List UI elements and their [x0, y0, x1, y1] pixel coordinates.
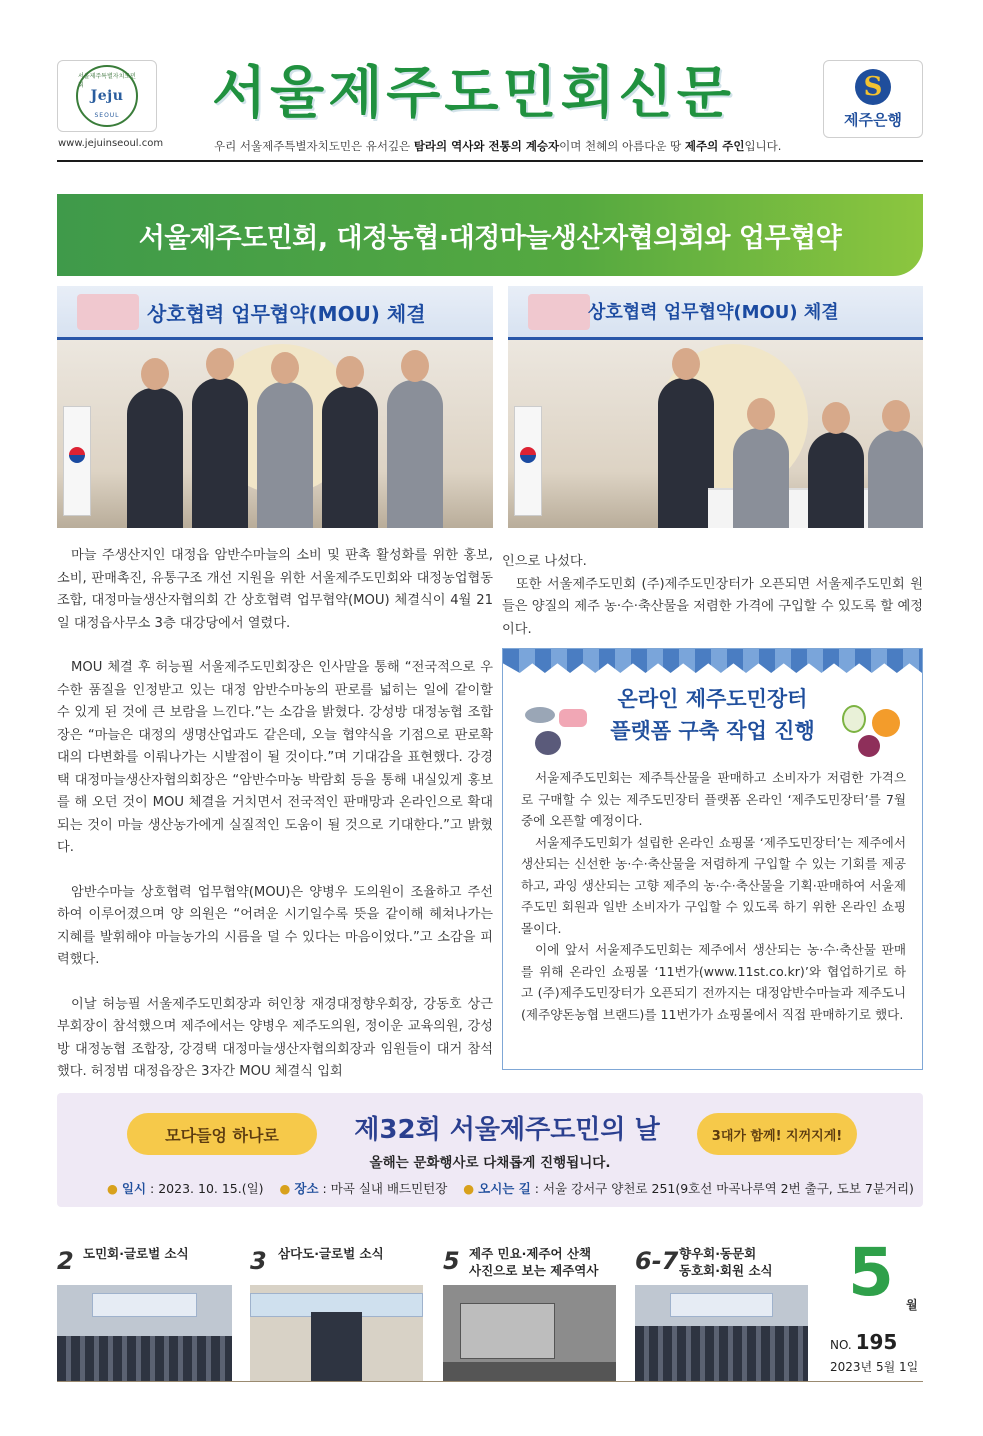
tagline-part: 이며 천혜의 아름다운 땅 — [559, 139, 685, 153]
person-head — [401, 350, 429, 382]
issue-date: 2023년 5월 1일 — [830, 1360, 919, 1374]
tagline-bold: 제주의 주인 — [684, 139, 745, 153]
event-route: 서울 강서구 양천로 251(9호선 마곡나루역 2번 출구, 도보 7분거리) — [542, 1181, 914, 1196]
photo-banner-text: 상호협력 업무협약(MOU) 체결 — [588, 302, 839, 323]
index-label — [469, 1245, 598, 1279]
logo-ring-text: 서울제주특별자치도민회 — [78, 73, 136, 89]
person-head — [206, 348, 234, 380]
site-url[interactable]: www.jejuinseoul.com — [58, 138, 164, 149]
person-head — [672, 348, 700, 380]
index-label-line: 동호회·회원 소식 — [679, 1263, 773, 1278]
thumb-crowd — [57, 1336, 232, 1382]
article-paragraph: 마늘 주생산지인 대정읍 암반수마늘의 소비 및 판촉 활성화를 위한 홍보, 소비, 판매촉진, 유통구조 개선 지원을 위한 서울제주도민회와 대정농업협동조합, 대정마늘생산자협의회 간 상호협력 업무협약(MOU) 체결식이 4월 21일 대정읍사무소 3층 대강당에서 열렸다. — [57, 548, 493, 631]
info-paragraph: 이에 앞서 서울제주도민회는 제주에서 생산되는 농·수·축산물 판매를 위해 온라인 쇼핑몰 ‘11번가(www.11st.co.kr)’와 협업하기로 하고 (주)제주도민장터가 오픈되기 전까지는 대정암반수마늘과 제주도니(제주양돈농협 브랜드)를 11번가가 쇼핑몰에서 직접 판매하기로 했다. — [521, 942, 906, 1022]
slogan-pill: 3대가 함께! 지꺼지게! — [697, 1113, 857, 1155]
person-head — [747, 398, 775, 430]
person-figure — [322, 386, 378, 528]
event-route-label: 오시는 길 — [478, 1181, 531, 1196]
jeju-seoul-logo — [57, 60, 157, 132]
thumb-ground — [443, 1362, 616, 1382]
bank-mark-icon: S — [855, 69, 891, 105]
mou-photo-speech — [508, 286, 923, 528]
info-box-body — [521, 767, 906, 1025]
person-figure — [868, 430, 923, 528]
photo-banner — [508, 286, 923, 340]
info-paragraph: 서울제주도민회는 제주특산물을 판매하고 소비자가 저렴한 가격으로 구매할 수 있는 제주도민장터 플랫폼 온라인 ‘제주도민장터’를 7월 중에 오픈할 예정이다. — [521, 770, 906, 828]
person-figure — [192, 378, 248, 528]
person-figure — [808, 432, 864, 528]
thumb-people — [311, 1312, 363, 1382]
event-place: 마곡 실내 배드민턴장 — [330, 1181, 448, 1196]
index-label-line: 도민회·글로벌 소식 — [83, 1246, 189, 1261]
index-thumbnail — [57, 1285, 232, 1382]
logo-sub: SEOUL — [94, 112, 120, 119]
event-date: 2023. 10. 15.(일) — [158, 1181, 264, 1196]
person-head — [822, 402, 850, 434]
thumb-crowd — [635, 1326, 808, 1382]
person-figure — [387, 380, 443, 528]
footer-rule — [57, 1381, 923, 1382]
event-details — [107, 1179, 914, 1197]
index-thumbnail — [443, 1285, 616, 1382]
info-title-line: 플랫폼 구축 작업 진행 — [610, 719, 815, 743]
headline-banner — [57, 194, 923, 276]
bullet-icon: ● — [107, 1181, 118, 1196]
index-label-line: 삼다도·글로벌 소식 — [278, 1246, 384, 1261]
person-head — [141, 358, 169, 390]
index-page-number: 5 — [443, 1247, 460, 1275]
newspaper-title: 서울제주도민회신문 — [212, 61, 735, 126]
event-separator: : — [322, 1181, 331, 1196]
banner-tag — [528, 294, 590, 330]
issue-no-value: 195 — [855, 1330, 898, 1354]
event-place-label: 장소 — [294, 1181, 319, 1196]
person-head — [336, 356, 364, 388]
korean-flag-icon — [514, 406, 542, 516]
logo-emblem — [76, 65, 138, 127]
logo-word: Jeju — [90, 88, 124, 104]
masthead-rule — [57, 160, 923, 162]
person-head — [271, 352, 299, 384]
article-paragraph: 인으로 나섰다. — [502, 554, 587, 569]
info-title-line: 온라인 제주도민장터 — [617, 687, 808, 711]
event-title: 제32회 서울제주도민의 날 — [354, 1115, 660, 1145]
thumb-stage — [670, 1293, 774, 1317]
index-label-line: 향우회·동문회 — [679, 1246, 757, 1261]
person-head — [882, 400, 910, 432]
mou-photo-signing — [57, 286, 493, 528]
photo-banner — [57, 286, 493, 340]
bullet-icon: ● — [463, 1181, 475, 1196]
jeju-bank-logo — [823, 60, 923, 138]
slogan-pill: 모다들엉 하나로 — [127, 1113, 317, 1155]
index-page-number: 6-7 — [635, 1247, 679, 1275]
masthead-tagline — [214, 138, 781, 154]
online-market-box — [502, 648, 923, 1070]
headline-text: 서울제주도민회, 대정농협·대정마늘생산자협의회와 업무협약 — [138, 222, 842, 254]
article-right-column — [502, 551, 923, 641]
event-date-label: 일시 — [121, 1181, 147, 1196]
issue-no-prefix: NO. — [830, 1338, 852, 1352]
article-paragraph: 이날 허능필 서울제주도민회장과 허인창 재경대정향우회장, 강동호 상근부회장이 참석했으며 제주에서는 양병우 제주도의원, 정이운 교육의원, 강성방 대정농협 조합장, 강경택 대정마늘생산자협의회장과 임원들이 대거 참석했다. 허정범 대정읍장은 3자간 MOU 체결식 입회 — [57, 996, 493, 1079]
tagline-part: 우리 서울제주특별자치도민은 유서깊은 — [214, 139, 414, 153]
issue-month-number: 5 — [848, 1234, 894, 1311]
index-label — [679, 1245, 773, 1279]
article-paragraph: 암반수마늘 상호협력 업무협약(MOU)은 양병우 도의원이 조율하고 주선하여 이루어졌으며 양 의원은 “어려운 시기일수록 뜻을 같이해 헤쳐나가는 지혜를 발휘해야 마늘농가의 시름을 덜 수 있다는 마음이었다.”고 소감을 피력했다. — [57, 884, 493, 967]
index-thumbnail — [635, 1285, 808, 1382]
index-label — [83, 1245, 189, 1262]
index-thumbnail — [250, 1285, 423, 1382]
bullet-icon: ● — [279, 1181, 291, 1196]
bank-name: 제주은행 — [844, 110, 902, 129]
tagline-bold: 탐라의 역사와 전통의 계승자 — [413, 139, 560, 153]
article-left-column — [57, 545, 493, 1106]
index-label-line: 사진으로 보는 제주역사 — [469, 1263, 599, 1278]
event-separator: : — [534, 1181, 543, 1196]
korean-flag-icon — [63, 406, 91, 516]
issue-number — [830, 1330, 897, 1354]
index-page-number: 3 — [250, 1247, 267, 1275]
person-figure — [127, 388, 183, 528]
person-figure — [658, 378, 714, 528]
person-figure — [733, 428, 789, 528]
citizens-day-banner — [57, 1093, 923, 1207]
issue-month-unit: 월 — [906, 1298, 918, 1312]
produce-illustration — [836, 703, 906, 759]
info-paragraph: 서울제주도민회가 설립한 온라인 쇼핑몰 ‘제주도민장터’는 제주에서 생산되는 신선한 농·수·축산물을 저렴하게 구입할 수 있는 기회를 제공하고, 과잉 생산되는 고향 제주의 농·수·축산물을 기획·판매하여 서울제주도민 회원과 일반 소비자가 구입할 수 있도록 하기 위한 온라인 쇼핑몰이다. — [521, 834, 906, 936]
person-figure — [257, 382, 313, 528]
article-paragraph: 또한 서울제주도민회 (주)제주도민장터가 오픈되면 서울제주도민회 원들은 양질의 제주 농·수·축산물을 저렴한 가격에 구입할 수 있도록 할 예정이다. — [502, 576, 923, 637]
index-label-line: 제주 민요·제주어 산책 — [469, 1246, 592, 1261]
index-page-number: 2 — [57, 1247, 74, 1275]
photo-banner-text: 상호협력 업무협약(MOU) 체결 — [147, 302, 426, 326]
banner-tag — [77, 294, 139, 330]
event-separator: : — [150, 1181, 159, 1196]
article-paragraph: MOU 체결 후 허능필 서울제주도민회장은 인사말을 통해 “전국적으로 우수한 품질을 인정받고 있는 대정 암반수마농의 판로를 넓히는 일에 같이할 수 있게 된 것에 큰 보람을 느낀다.”는 소감을 밝혔다. 강성방 대정농협 조합장은 “마늘은 대정의 생명산업과도 같은데, 오늘 협약식을 기점으로 판로확대의 다변화를 이뤄나가는 시발점이 될 것이다.”며 기대감을 표현했다. 강경택 대정마늘생산자협의회장은 “암반수마농 박람회 등을 통해 내실있게 홍보를 해 오던 것이 MOU 체결을 거치면서 전국적인 판매망과 온라인으로 확대되는 것이 마늘 생산농가에게 실질적인 도움이 될 것으로 기대한다.”고 밝혔다. — [57, 660, 493, 855]
index-label — [278, 1245, 384, 1262]
thumb-bus — [460, 1303, 555, 1359]
event-subtitle: 올해는 문화행사로 다채롭게 진행됩니다. — [369, 1155, 611, 1171]
tagline-part: 입니다. — [744, 139, 782, 153]
bunting-decoration — [503, 649, 922, 673]
thumb-stage — [92, 1293, 197, 1317]
